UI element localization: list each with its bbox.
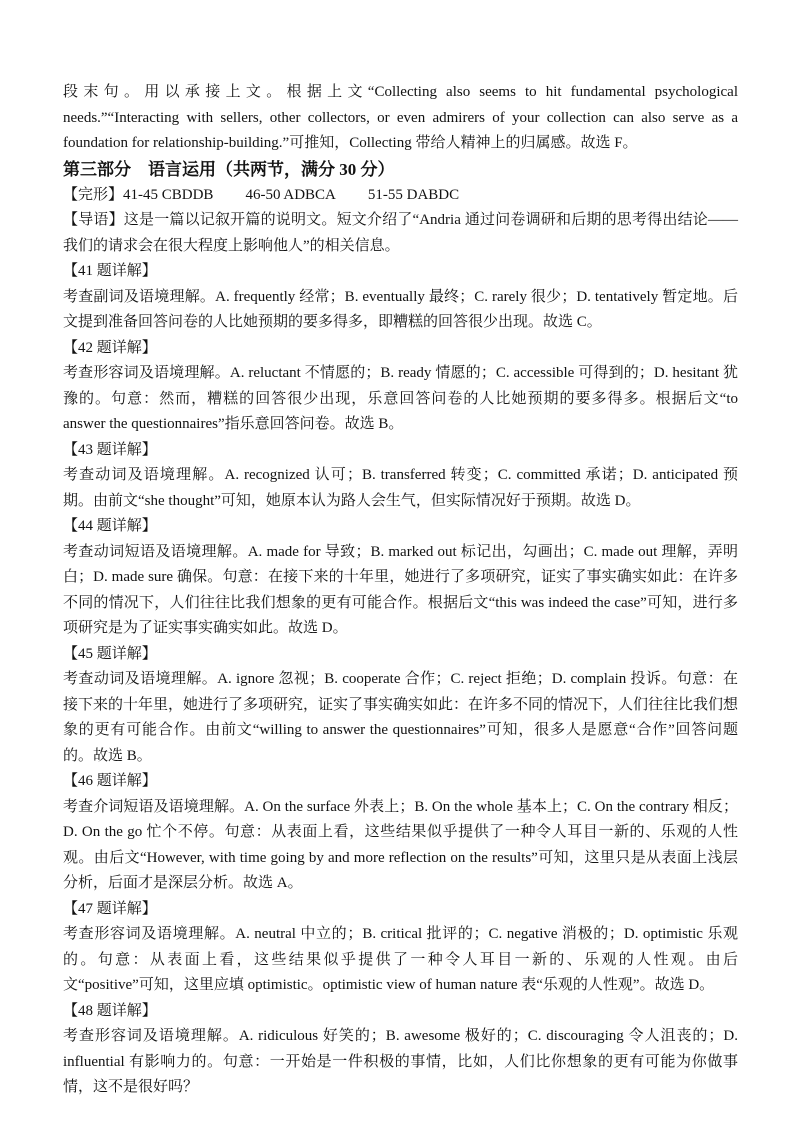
explanation-45-title: 【45 题详解】 — [63, 645, 157, 662]
explanation-42-body: 考查形容词及语境理解。A. reluctant 不情愿的；B. ready 情愿的；C. accessible 可得到的；D. hesitant 犹豫的。句意：然而，糟糕的回答很少出现，乐意回答问卷的人比她预期的要多得多。根据后文“to answer the questionnaires”指乐意回答问卷。故选 B。 — [63, 365, 738, 432]
explanation-46 — [63, 769, 738, 897]
cloze-answers-group-3: 51-55 DABDC — [367, 186, 460, 203]
explanation-45-body: 考查动词及语境理解。A. ignore 忽视；B. cooperate 合作；C. reject 拒绝；D. complain 投诉。句意：在接下来的十年里，她进行了多项研究，证实了事实确实如此：在许多不同的情况下，人们往往比我们想象的更有可能合作。由前文“willing to answer the questionnaires”可知，很多人是愿意“合作”回答问题的。故选 B。 — [63, 671, 739, 764]
explanation-44-body: 考查动词短语及语境理解。A. made for 导致；B. marked out 标记出，勾画出；C. made out 理解，弄明白；D. made sure 确保。句意：在接下来的十年里，她进行了多项研究，证实了事实确实如此：在许多不同的情况下，人们往往比我们想象的更有可能合作。根据后文“this was indeed the case”可知，进行多项研究是为了证实事实确实如此。故选 D。 — [63, 543, 738, 636]
explanation-46-title: 【46 题详解】 — [63, 773, 157, 789]
explanation-41-title: 【41 题详解】 — [63, 263, 157, 279]
explanation-43 — [63, 438, 738, 515]
section-heading: 第三部分 语言运用（共两节，满分 30 分） — [63, 159, 395, 179]
explanation-47-body: 考查形容词及语境理解。A. neutral 中立的；B. critical 批评的；C. negative 消极的；D. optimistic 乐观的。句意：从表面上看，这些结果似乎提供了一种令人耳目一新的、乐观的人性观。由后文“positive”可知，这里应填 optimistic。optimistic view of human nature 表“乐观的人性观”。故选 D。 — [63, 926, 738, 993]
cloze-answers-label: 【完形】 — [63, 186, 124, 203]
explanation-42 — [63, 336, 738, 438]
cloze-answers-group-2: 46-50 ADBCA — [245, 186, 336, 203]
previous-answer-paragraph: 段末句。用以承接上文。根据上文“Collecting also seems to hit fundamental psychological needs.”“Interacting with sellers, other collectors, or even admirers of your collection can also serve as a foundation for relationship-building.”可推知，Collecting 带给人精神上的归属感。故选 F。 — [63, 84, 738, 151]
explanation-45 — [63, 642, 738, 770]
cloze-answers-line — [63, 183, 738, 209]
explanation-47-title: 【47 题详解】 — [63, 900, 157, 917]
explanation-44 — [63, 514, 738, 642]
explanation-44-title: 【44 题详解】 — [63, 518, 157, 534]
explanation-41-body: 考查副词及语境理解。A. frequently 经常；B. eventually 最终；C. rarely 很少；D. tentatively 暂定地。后文提到准备回答问卷的人比她预期的要多得多，即糟糕的回答很少出现。故选 C。 — [63, 288, 738, 330]
explanation-46-body: 考查介词短语及语境理解。A. On the surface 外表上；B. On the whole 基本上；C. On the contrary 相反；D. On the go 忙个不停。句意：从表面上看，这些结果似乎提供了一种令人耳目一新的、乐观的人性观。由后文“However, with time going by and more reflection on the results”可知，这里只是从表面上浅层分析，后面才是深层分析。故选 A。 — [63, 798, 738, 891]
explanation-48 — [63, 999, 738, 1101]
explanation-42-title: 【42 题详解】 — [63, 339, 157, 356]
explanation-48-body: 考查形容词及语境理解。A. ridiculous 好笑的；B. awesome 极好的；C. discouraging 令人沮丧的；D. influential 有影响力的。句意：一开始是一件积极的事情，比如，人们比你想象的更有可能为你做事情，这不是很好吗？ — [63, 1028, 738, 1095]
cloze-answers-group-1: 41-45 CBDDB — [123, 186, 214, 203]
explanation-43-body: 考查动词及语境理解。A. recognized 认可；B. transferred 转变；C. committed 承诺；D. anticipated 预期。由前文“she thought”可知，她原本认为路人会生气，但实际情况好于预期。故选 D。 — [63, 467, 738, 509]
explanation-47 — [63, 897, 738, 999]
intro-paragraph: 【导语】这是一篇以记叙开篇的说明文。短文介绍了“Andria 通过问卷调研和后期的思考得出结论——我们的请求会在很大程度上影响他人”的相关信息。 — [63, 212, 738, 254]
explanation-48-title: 【48 题详解】 — [63, 1002, 157, 1019]
explanation-43-title: 【43 题详解】 — [63, 441, 157, 458]
explanation-41 — [63, 259, 738, 336]
